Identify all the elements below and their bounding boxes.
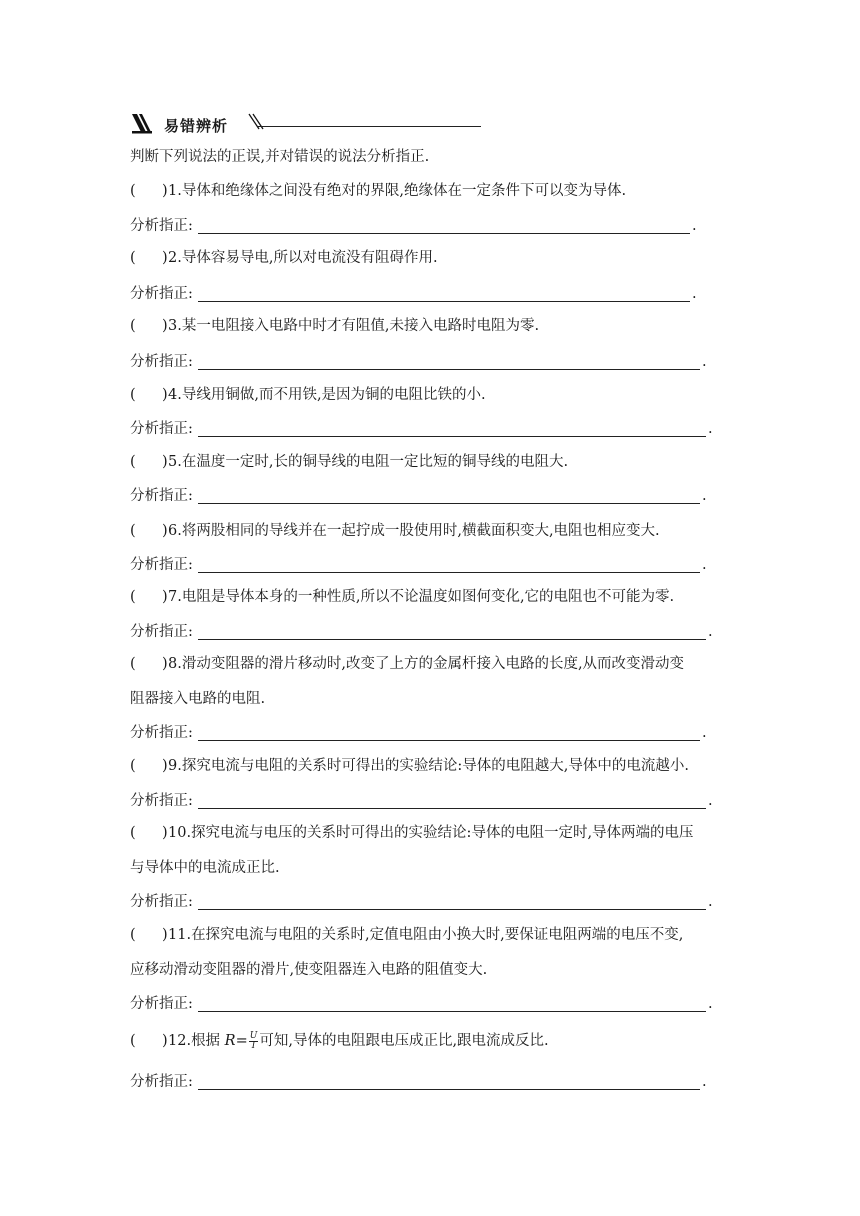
analysis-end-period: . <box>708 996 713 1012</box>
question-item <box>130 1031 549 1051</box>
analysis-label: 分析指正: <box>130 793 193 809</box>
bracket-open: ( <box>130 523 136 539</box>
analysis-answer-blank[interactable] <box>198 808 706 809</box>
bracket-open: ( <box>130 656 136 672</box>
question-number: 2. <box>168 250 182 266</box>
formula-lhs: R= <box>224 1033 248 1049</box>
analysis-label: 分析指正: <box>130 894 193 910</box>
question-text: 导线用铜做,而不用铁,是因为铜的电阻比铁的小. <box>181 387 486 403</box>
analysis-answer-blank[interactable] <box>198 572 700 573</box>
question-text-continued: 与导体中的电流成正比. <box>130 860 280 876</box>
fraction-numerator: U <box>249 1030 258 1041</box>
bracket-close: ) <box>162 454 168 470</box>
bracket-close: ) <box>162 250 168 266</box>
question-item <box>130 181 626 201</box>
question-item <box>130 521 660 541</box>
question-text: 可知,导体的电阻跟电压成正比,跟电流成反比. <box>259 1033 549 1049</box>
question-text: 在温度一定时,长的铜导线的电阻一定比短的铜导线的电阻大. <box>181 454 569 470</box>
bracket-open: ( <box>130 758 136 774</box>
question-item <box>130 587 674 607</box>
formula-fraction <box>249 1032 259 1051</box>
question-text-continued: 应移动滑动变阻器的滑片,使变阻器连入电路的阻值变大. <box>130 962 488 978</box>
section-title: 易错辨析 <box>164 117 229 135</box>
bracket-close: ) <box>162 825 168 841</box>
analysis-answer-blank[interactable] <box>198 503 700 504</box>
bracket-open: ( <box>130 927 136 943</box>
analysis-end-period: . <box>708 894 713 910</box>
question-text: 探究电流与电阻的关系时可得出的实验结论:导体的电阻越大,导体中的电流越小. <box>181 758 689 774</box>
question-item <box>130 385 486 405</box>
question-number: 10. <box>168 825 192 841</box>
question-item <box>130 654 684 674</box>
analysis-label: 分析指正: <box>130 488 193 504</box>
bracket-close: ) <box>162 183 168 199</box>
analysis-answer-blank[interactable] <box>198 301 690 302</box>
analysis-end-period: . <box>702 1074 707 1090</box>
analysis-end-period: . <box>708 421 713 437</box>
analysis-label: 分析指正: <box>130 557 193 573</box>
question-number: 1. <box>168 183 182 199</box>
header-underline <box>258 126 481 127</box>
question-text: 导体容易导电,所以对电流没有阻碍作用. <box>181 250 438 266</box>
bracket-close: ) <box>162 758 168 774</box>
analysis-label: 分析指正: <box>130 725 193 741</box>
question-text: 电阻是导体本身的一种性质,所以不论温度如图何变化,它的电阻也不可能为零. <box>181 589 675 605</box>
analysis-label: 分析指正: <box>130 996 193 1012</box>
question-text: 滑动变阻器的滑片移动时,改变了上方的金属杆接入电路的长度,从而改变滑动变 <box>181 656 685 672</box>
analysis-label: 分析指正: <box>130 1074 193 1090</box>
analysis-answer-blank[interactable] <box>198 233 690 234</box>
analysis-label: 分析指正: <box>130 354 193 370</box>
analysis-answer-blank[interactable] <box>198 909 706 910</box>
answer-bracket[interactable] <box>130 316 168 336</box>
question-text: 根据 <box>191 1033 225 1049</box>
question-number: 6. <box>168 523 182 539</box>
answer-bracket[interactable] <box>130 925 168 945</box>
answer-bracket[interactable] <box>130 756 168 776</box>
answer-bracket[interactable] <box>130 248 168 268</box>
analysis-label: 分析指正: <box>130 421 193 437</box>
analysis-label: 分析指正: <box>130 286 193 302</box>
header-slash-decoration <box>248 112 264 136</box>
analysis-answer-blank[interactable] <box>198 436 706 437</box>
analysis-end-period: . <box>702 725 707 741</box>
question-number: 9. <box>168 758 182 774</box>
bracket-open: ( <box>130 454 136 470</box>
analysis-answer-blank[interactable] <box>198 1089 700 1090</box>
bracket-close: ) <box>162 387 168 403</box>
question-item <box>130 925 683 945</box>
bracket-open: ( <box>130 318 136 334</box>
question-number: 8. <box>168 656 182 672</box>
question-text: 将两股相同的导线并在一起拧成一股使用时,横截面积变大,电阻也相应变大. <box>181 523 660 539</box>
answer-bracket[interactable] <box>130 452 168 472</box>
analysis-answer-blank[interactable] <box>198 1011 706 1012</box>
answer-bracket[interactable] <box>130 521 168 541</box>
question-text-continued: 阻器接入电路的电阻. <box>130 691 266 707</box>
question-number: 4. <box>168 387 182 403</box>
bracket-open: ( <box>130 825 136 841</box>
question-text: 某一电阻接入电路中时才有阻值,未接入电路时电阻为零. <box>181 318 540 334</box>
answer-bracket[interactable] <box>130 823 168 843</box>
section-marker-icon <box>130 112 156 136</box>
question-item <box>130 452 568 472</box>
bracket-close: ) <box>162 589 168 605</box>
answer-bracket[interactable] <box>130 1031 168 1051</box>
analysis-end-period: . <box>702 557 707 573</box>
analysis-answer-blank[interactable] <box>198 369 700 370</box>
question-number: 11. <box>168 927 192 943</box>
question-item <box>130 756 689 776</box>
fraction-denominator: I <box>251 1040 256 1051</box>
bracket-open: ( <box>130 589 136 605</box>
analysis-end-period: . <box>708 793 713 809</box>
bracket-close: ) <box>162 523 168 539</box>
analysis-end-period: . <box>692 286 697 302</box>
question-text: 导体和绝缘体之间没有绝对的界限,绝缘体在一定条件下可以变为导体. <box>181 183 627 199</box>
bracket-close: ) <box>162 927 168 943</box>
question-text: 探究电流与电压的关系时可得出的实验结论:导体的电阻一定时,导体两端的电压 <box>191 825 694 841</box>
analysis-end-period: . <box>708 624 713 640</box>
question-number: 12. <box>168 1033 192 1049</box>
bracket-open: ( <box>130 183 136 199</box>
analysis-end-period: . <box>702 488 707 504</box>
question-number: 7. <box>168 589 182 605</box>
analysis-answer-blank[interactable] <box>198 639 706 640</box>
question-item <box>130 248 438 268</box>
instructions: 判断下列说法的正误,并对错误的说法分析指正. <box>130 149 430 165</box>
analysis-answer-blank[interactable] <box>198 740 700 741</box>
answer-bracket[interactable] <box>130 385 168 405</box>
answer-bracket[interactable] <box>130 654 168 674</box>
question-item <box>130 316 539 336</box>
section-header <box>130 112 490 138</box>
analysis-label: 分析指正: <box>130 218 193 234</box>
question-item <box>130 823 694 843</box>
analysis-label: 分析指正: <box>130 624 193 640</box>
bracket-open: ( <box>130 250 136 266</box>
question-number: 3. <box>168 318 182 334</box>
analysis-end-period: . <box>692 218 697 234</box>
bracket-open: ( <box>130 387 136 403</box>
bracket-close: ) <box>162 1033 168 1049</box>
analysis-end-period: . <box>702 354 707 370</box>
bracket-close: ) <box>162 656 168 672</box>
bracket-open: ( <box>130 1033 136 1049</box>
question-number: 5. <box>168 454 182 470</box>
bracket-close: ) <box>162 318 168 334</box>
question-text: 在探究电流与电阻的关系时,定值电阻由小换大时,要保证电阻两端的电压不变, <box>191 927 684 943</box>
answer-bracket[interactable] <box>130 181 168 201</box>
answer-bracket[interactable] <box>130 587 168 607</box>
